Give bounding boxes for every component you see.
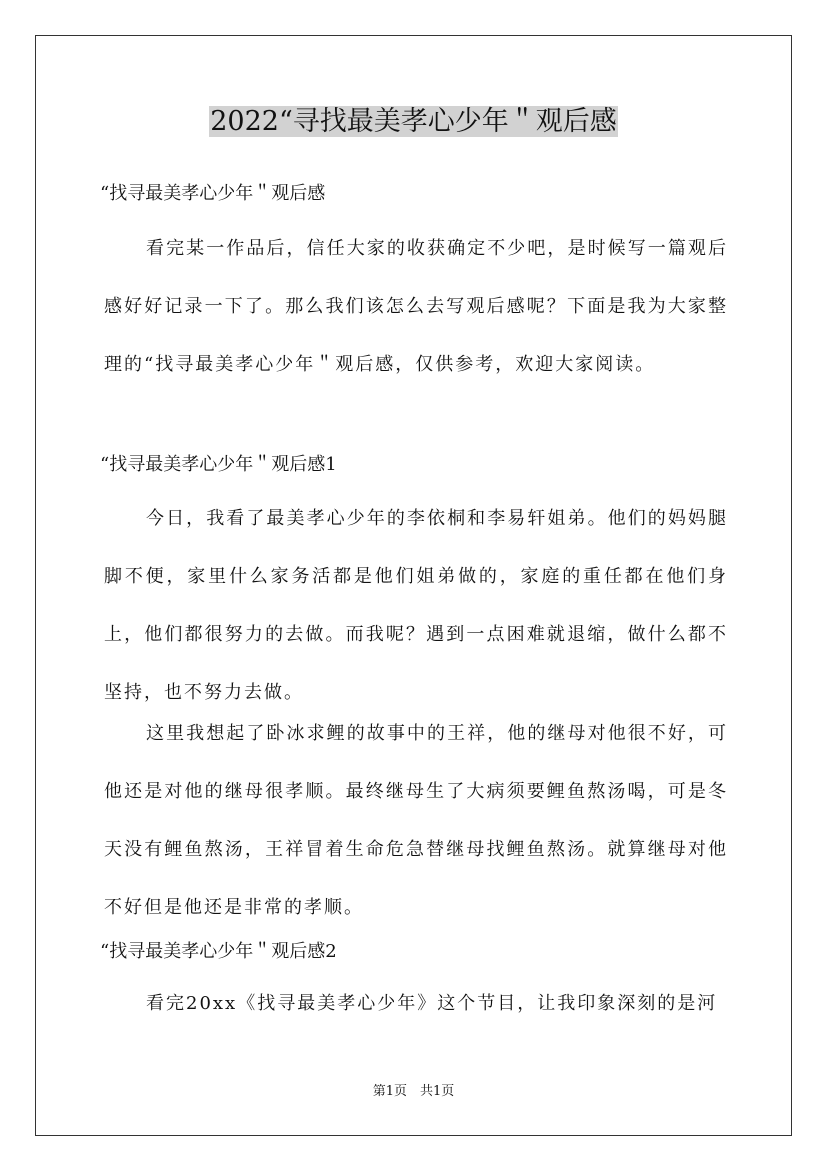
section1-paragraph-2: 这里我想起了卧冰求鲤的故事中的王祥，他的继母对他很不好，可他还是对他的继母很孝顺。最终继母生了大病须要鲤鱼熬汤喝，可是冬天没有鲤鱼熬汤，王祥冒着生命危急替继母找鲤鱼熬汤。就算继母对他不好但是他还是非常的孝顺。 (104, 723, 728, 918)
intro-paragraph: 看完某一作品后，信任大家的收获确定不少吧，是时候写一篇观后感好好记录一下了。那么我们该怎么去写观后感呢？下面是我为大家整理的“找寻最美孝心少年＂观后感，仅供参考，欢迎大家阅读。 (104, 238, 728, 375)
section1-paragraph-1: 今日，我看了最美孝心少年的李依桐和李易轩姐弟。他们的妈妈腿脚不便，家里什么家务活都是他们姐弟做的，家庭的重任都在他们身上，他们都很努力的去做。而我呢？遇到一点困难就退缩，做什么都不坚持，也不努力去做。 (104, 508, 728, 703)
intro-heading: “找寻最美孝心少年＂观后感 (100, 183, 326, 204)
section2-paragraph-1: 看完20xx《找寻最美孝心少年》这个节目，让我印象深刻的是河 (146, 993, 718, 1014)
document-title-text: 2022“寻找最美孝心少年＂观后感 (210, 106, 617, 137)
section1-heading: “找寻最美孝心少年＂观后感1 (100, 454, 337, 475)
document-title (0, 100, 827, 144)
section2-heading: “找寻最美孝心少年＂观后感2 (100, 941, 337, 962)
page-number-footer: 第1页 共1页 (372, 1084, 455, 1099)
